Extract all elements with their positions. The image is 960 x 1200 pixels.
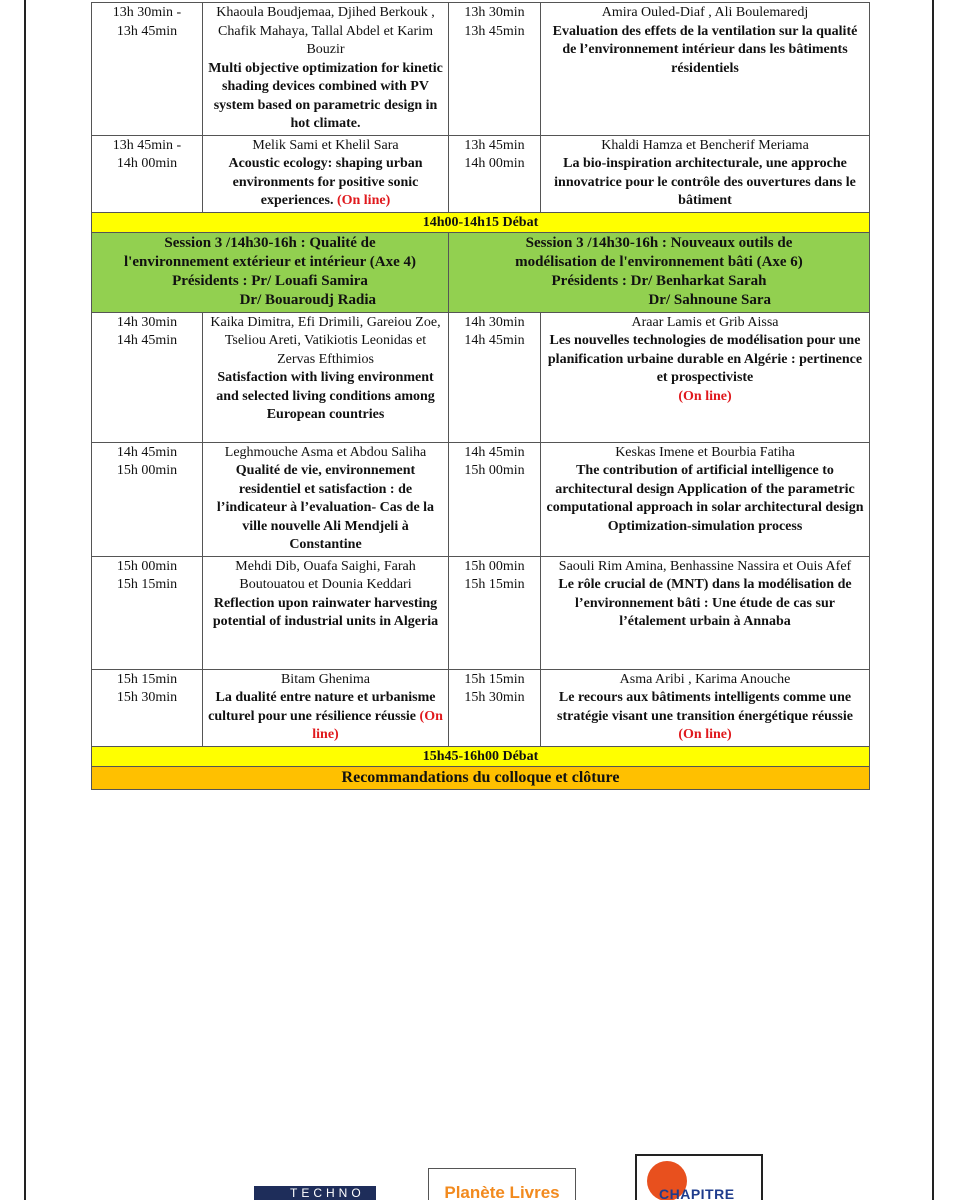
time-cell [449,556,541,669]
time-end: 14h 00min [464,156,525,171]
time-start: 13h 30min - [112,5,182,20]
talk-title: Reflection upon rainwater harvesting potential of industrial units in Algeria [212,595,439,629]
session-president-2: Dr/ Bouaroudj Radia [239,291,376,308]
time-start: 15h 00min [464,558,525,574]
time-cell [92,312,203,442]
talk-title-text: Acoustic ecology: shaping urban environments for positive sonic experiences. [228,156,423,208]
talk-authors: Keskas Imene et Bourbia Fatiha [615,444,795,460]
talk-title: La bio-inspiration architecturale, une approche innovatrice pour le contrôle des ouvertures dans le bâtiment [554,156,856,208]
time-start: 13h 45min - [112,137,182,153]
time-start: 14h 30min [116,314,178,330]
time-cell [92,3,203,136]
talk-title: Satisfaction with living environment and selected living conditions among European countries [216,370,435,422]
time-end: 15h 00min [116,463,178,478]
talk-authors: Khaldi Hamza et Bencherif Meriama [601,137,809,153]
talk-cell [203,442,449,556]
time-start: 14h 45min [464,444,525,460]
session-president: Présidents : Pr/ Louafi Samira [172,272,368,289]
session-header-left [92,232,449,312]
talk-authors: Kaika Dimitra, Efi Drimili, Gareiou Zoe, Tseliou Areti, Vatikiotis Leonidas et Zervas Efthimios [210,314,441,367]
debate-label: 15h45-16h00 Débat [92,746,870,766]
talk-authors: Bitam Ghenima [280,671,371,687]
talk-authors: Leghmouche Asma et Abdou Saliha [224,444,427,460]
online-badge: (On line) [312,708,443,742]
session-axis: l'environnement extérieur et intérieur (Axe 4) [123,253,416,270]
debate-row [92,212,870,232]
talk-title: The contribution of artificial intelligence to architectural design Application of the parametric computational approach in solar architectural design Optimization-simulation process [546,463,864,534]
talk-title: Les nouvelles technologies de modélisation pour une planification urbaine durable en Algérie : pertinence et prospectiviste [547,333,863,385]
talk-title [545,689,865,745]
chapitre-logo-text: CHAPITRE [659,1186,735,1200]
time-end: 15h 00min [464,463,525,478]
techno-logo-text: TECHNO [290,1186,365,1200]
talk-authors: Araar Lamis et Grib Aissa [631,314,779,330]
online-badge: (On line) [678,727,732,742]
talk-authors: Asma Aribi , Karima Anouche [619,671,791,687]
talk-cell [203,3,449,136]
time-start: 15h 15min [464,671,525,687]
session-axis: modélisation de l'environnement bâti (Axe 6) [515,253,803,270]
table-row [92,135,870,212]
time-cell [92,135,203,212]
talk-authors: Mehdi Dib, Ouafa Saighi, Farah Boutouatou et Dounia Keddari [235,558,416,592]
planete-logo-text: Planète Livres [444,1183,560,1200]
table-row [92,312,870,442]
time-end: 14h 00min [116,156,178,171]
time-end: 13h 45min [464,23,525,39]
time-cell [449,442,541,556]
talk-title-text: Le recours aux bâtiments intelligents comme une stratégie visant une transition énergétique réussie [557,690,853,724]
talk-authors: Amira Ouled-Diaf , Ali Boulemaredj [601,5,809,20]
talk-authors: Saouli Rim Amina, Benhassine Nassira et Ouis Afef [558,558,852,574]
time-start: 13h 30min [464,5,525,20]
time-cell [449,312,541,442]
talk-title: Multi objective optimization for kinetic shading devices combined with PV system based on parametric design in hot climate. [208,60,443,131]
closing-row [92,766,870,789]
talk-cell [541,669,870,746]
time-start: 15h 00min [116,558,178,574]
talk-title-text: La dualité entre nature et urbanisme culturel pour une résilience réussie [208,690,436,724]
talk-cell [203,669,449,746]
talk-title [207,155,444,211]
time-cell [449,669,541,746]
talk-authors: Khaoula Boudjemaa, Djihed Berkouk , Chafik Mahaya, Tallal Abdel et Karim Bouzir [216,5,435,57]
talk-cell [541,3,870,136]
session-president-2: Dr/ Sahnoune Sara [648,291,771,308]
talk-authors: Melik Sami et Khelil Sara [252,137,399,153]
time-end: 14h 45min [116,333,178,348]
closing-label: Recommandations du colloque et clôture [92,766,870,789]
talk-cell [541,442,870,556]
talk-title [207,689,444,745]
debate-label: 14h00-14h15 Débat [92,212,870,232]
talk-title: Le rôle crucial de (MNT) dans la modélisation de l’environnement bâti : Une étude de cas sur l’étalement urbain à Annaba [558,577,852,629]
chapitre-logo [635,1154,763,1200]
time-end: 15h 15min [464,577,525,592]
table-row [92,3,870,136]
online-badge: (On line) [678,388,732,404]
time-end: 13h 45min [116,23,178,39]
time-end: 15h 15min [116,577,178,592]
session-header-row [92,232,870,312]
time-start: 14h 45min [116,444,178,460]
talk-cell [203,556,449,669]
debate-row [92,746,870,766]
online-badge: (On line) [336,193,391,208]
table-row [92,669,870,746]
talk-cell [541,135,870,212]
session-header-right [449,232,870,312]
time-cell [449,3,541,136]
time-end: 15h 30min [464,690,525,705]
time-end: 14h 45min [464,333,525,348]
time-start: 15h 15min [116,671,178,687]
talk-cell [541,556,870,669]
time-cell [92,442,203,556]
table-row [92,442,870,556]
time-cell [92,556,203,669]
time-end: 15h 30min [116,690,178,705]
techno-logo [254,1186,376,1200]
talk-cell [203,135,449,212]
time-start: 14h 30min [464,314,525,330]
talk-cell [541,312,870,442]
talk-title: Qualité de vie, environnement residentiel et satisfaction : de l’indicateur à l’evaluation- Cas de la ville nouvelle Ali Mendjeli à Constantine [216,463,435,552]
time-cell [449,135,541,212]
time-cell [92,669,203,746]
time-start: 13h 45min [464,137,525,153]
talk-title: Evaluation des effets de la ventilation sur la qualité de l’environnement intérieur dans les bâtiments résidentiels [552,23,858,76]
session-president: Présidents : Dr/ Benharkat Sarah [551,272,767,289]
session-title: Session 3 /14h30-16h : Qualité de [164,234,376,251]
talk-cell [203,312,449,442]
table-row [92,556,870,669]
program-table [91,2,870,790]
planete-livres-logo [428,1168,576,1200]
session-title: Session 3 /14h30-16h : Nouveaux outils de [525,234,793,251]
